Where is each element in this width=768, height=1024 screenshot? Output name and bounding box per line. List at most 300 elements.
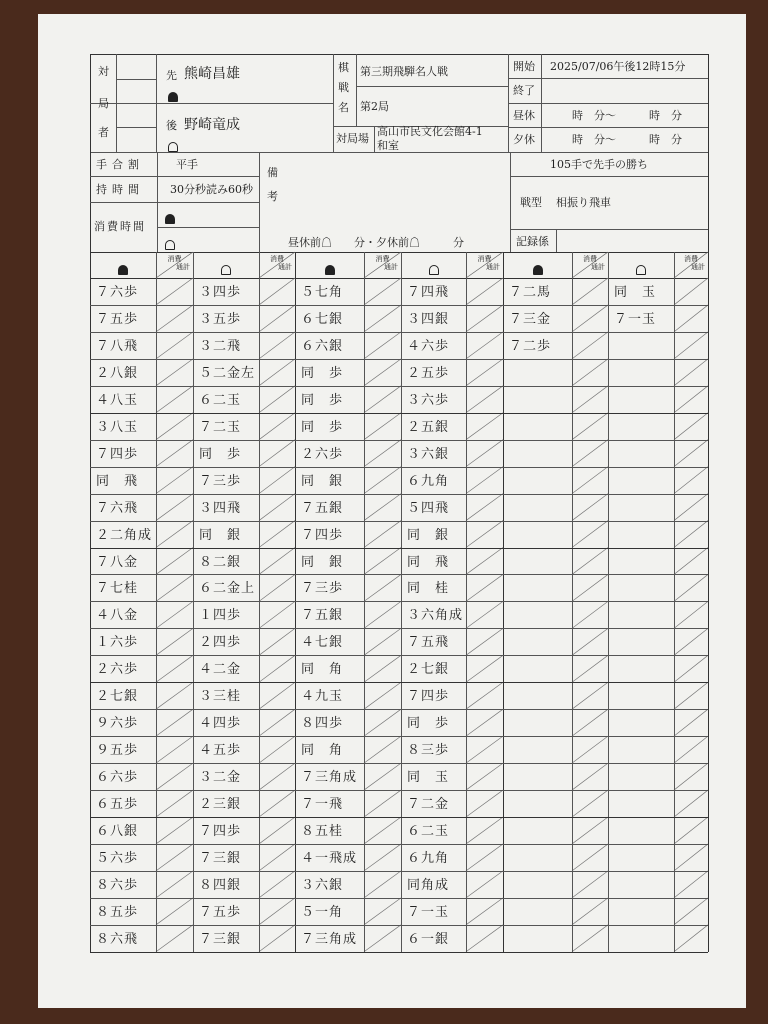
- sente-move: ７八飛: [96, 338, 139, 354]
- gote-move: ７四飛: [407, 285, 450, 300]
- time-cell-diagonal: [156, 790, 193, 817]
- kisen-char-3: 名: [338, 101, 349, 114]
- time-cell-diagonal: [364, 278, 401, 305]
- time-cell-diagonal: [259, 386, 295, 413]
- time-cell-diagonal: [259, 790, 295, 817]
- gote-move: ３六歩: [407, 392, 450, 408]
- shohi-sub-label: 消費: [167, 255, 182, 263]
- grid-line: [90, 628, 708, 629]
- time-cell-diagonal: [572, 467, 608, 494]
- grid-line: [90, 359, 708, 360]
- gote-move: ６一銀: [407, 931, 450, 947]
- sente-move: 同 飛: [96, 473, 139, 489]
- time-cell-diagonal: [364, 844, 401, 871]
- sente-col-icon: [118, 260, 128, 279]
- gote-move: ２四歩: [199, 635, 242, 651]
- time-cell-diagonal: [674, 763, 708, 790]
- time-cell-diagonal: [364, 332, 401, 359]
- mochijikan-value: 30分秒読み60秒: [170, 183, 253, 196]
- gote-move: ３二金: [199, 770, 242, 786]
- time-cell-diagonal: [466, 628, 503, 655]
- sente-move: ７三角成: [301, 770, 358, 786]
- time-cell-diagonal: [674, 925, 708, 952]
- time-cell-diagonal: [466, 386, 503, 413]
- time-cell-diagonal: [156, 844, 193, 871]
- sente-move: 同 歩: [301, 365, 344, 381]
- time-cell-diagonal: [259, 844, 295, 871]
- time-cell-diagonal: [466, 521, 503, 548]
- taikyoku-char-1: 対: [98, 65, 109, 78]
- time-cell-diagonal: [259, 655, 295, 682]
- sente-move: ６六銀: [301, 338, 344, 354]
- grid-line: [90, 601, 708, 602]
- gote-move: ６九角: [407, 850, 450, 866]
- gote-move: ６二金上: [199, 581, 256, 597]
- sente-col-icon: [533, 260, 543, 279]
- time-cell-diagonal: [674, 440, 708, 467]
- kirokugakari-label: 記録係: [516, 235, 549, 248]
- gote-move: ３三桂: [199, 689, 242, 705]
- sente-move: ９六歩: [96, 716, 139, 732]
- sente-move: ７三角成: [301, 931, 358, 947]
- time-cell-diagonal: [156, 359, 193, 386]
- time-cell-diagonal: [364, 736, 401, 763]
- time-cell-diagonal: [466, 467, 503, 494]
- time-cell-diagonal: [572, 548, 608, 575]
- gote-move: ７三銀: [199, 850, 242, 866]
- sente-move: ８五桂: [301, 824, 344, 839]
- time-cell-diagonal: [259, 305, 295, 332]
- time-cell-diagonal: [674, 790, 708, 817]
- time-cell-diagonals: [38, 14, 746, 1008]
- time-cell-diagonal: [466, 574, 503, 601]
- tsukei-sub-label: 通計: [591, 263, 605, 271]
- gote-move: ３五歩: [199, 311, 242, 327]
- grid-line: [90, 305, 708, 306]
- gote-move: 同 歩: [199, 446, 242, 462]
- sente-move: ７四歩: [301, 527, 344, 543]
- time-cell-diagonal: [466, 898, 503, 925]
- sente-move: ４九玉: [301, 689, 344, 705]
- gote-move: ８四銀: [199, 877, 242, 893]
- grid-line: [90, 736, 708, 737]
- gote-move: ７三歩: [199, 473, 242, 489]
- time-col-header: [156, 255, 193, 271]
- gote-move: 同 玉: [614, 285, 657, 300]
- time-cell-diagonal: [259, 628, 295, 655]
- time-cell-diagonal: [364, 386, 401, 413]
- gote-move: ４二金: [199, 662, 242, 678]
- shohi-sub-label: 消費: [477, 255, 492, 263]
- time-cell-diagonal: [572, 736, 608, 763]
- sente-move: ７七桂: [96, 581, 139, 597]
- gote-move: 同 飛: [407, 554, 450, 570]
- gote-move: ３四飛: [199, 500, 242, 516]
- time-cell-diagonal: [259, 763, 295, 790]
- gote-move: ５二金左: [199, 365, 256, 381]
- sente-move: ７四歩: [96, 446, 139, 462]
- gote-move: 同 歩: [407, 716, 450, 732]
- sente-move: ７三金: [509, 311, 552, 327]
- time-cell-diagonal: [674, 278, 708, 305]
- time-cell-diagonal: [156, 413, 193, 440]
- sente-move: ６八銀: [96, 824, 139, 839]
- time-cell-diagonal: [259, 440, 295, 467]
- time-cell-diagonal: [156, 278, 193, 305]
- time-cell-diagonal: [572, 601, 608, 628]
- start-value: 2025/07/06午後12時15分: [550, 60, 686, 73]
- time-cell-diagonal: [674, 521, 708, 548]
- time-cell-diagonal: [572, 386, 608, 413]
- taikyoku-char-2: 局: [98, 97, 109, 110]
- sente-move: 同 角: [301, 662, 344, 678]
- gote-move: 同 銀: [199, 527, 242, 543]
- sente-col-icon: [325, 260, 335, 279]
- lunch-time: 時 分～ 時 分: [572, 109, 682, 122]
- time-cell-diagonal: [572, 628, 608, 655]
- gote-move: ３二飛: [199, 338, 242, 354]
- kifu-sheet: [38, 14, 746, 1008]
- time-cell-diagonal: [674, 844, 708, 871]
- time-cell-diagonal: [674, 817, 708, 844]
- time-cell-diagonal: [466, 925, 503, 952]
- time-cell-diagonal: [674, 332, 708, 359]
- time-cell-diagonal: [259, 817, 295, 844]
- time-cell-diagonal: [364, 628, 401, 655]
- sente-move: ４八玉: [96, 392, 139, 408]
- tsukei-sub-label: 通計: [176, 263, 190, 271]
- time-cell-diagonal: [572, 790, 608, 817]
- sente-move: ３八玉: [96, 419, 139, 435]
- sente-move: 同 銀: [301, 473, 344, 489]
- grid-line: [90, 709, 708, 710]
- time-cell-diagonal: [259, 736, 295, 763]
- result-text: 105手で先手の勝ち: [550, 158, 648, 171]
- shohi-sub-label: 消費: [684, 255, 698, 263]
- grid-line: [90, 413, 708, 414]
- time-cell-diagonal: [364, 871, 401, 898]
- kisen-char-2: 戦: [338, 81, 349, 94]
- time-cell-diagonal: [466, 817, 503, 844]
- time-cell-diagonal: [364, 521, 401, 548]
- sente-move: ６五歩: [96, 797, 139, 813]
- time-col-header: [572, 255, 608, 271]
- time-cell-diagonal: [466, 332, 503, 359]
- gote-move: ４六歩: [407, 338, 450, 354]
- time-cell-diagonal: [466, 494, 503, 521]
- time-cell-diagonal: [466, 413, 503, 440]
- time-cell-diagonal: [572, 332, 608, 359]
- time-col-header: [674, 255, 708, 271]
- venue-line-1: 高山市民文化会館4-1: [377, 125, 483, 138]
- gote-col-icon: [221, 260, 231, 279]
- time-cell-diagonal: [259, 574, 295, 601]
- time-cell-diagonal: [674, 709, 708, 736]
- gote-move: ２五歩: [407, 365, 450, 381]
- time-cell-diagonal: [259, 898, 295, 925]
- time-cell-diagonal: [572, 440, 608, 467]
- time-cell-diagonal: [466, 601, 503, 628]
- sente-move: ４一飛成: [301, 850, 358, 866]
- time-cell-diagonal: [364, 413, 401, 440]
- grid-line: [90, 844, 708, 845]
- sente-move: 同 歩: [301, 392, 344, 408]
- sente-move: ２六歩: [301, 446, 344, 462]
- sente-move: ９五歩: [96, 743, 139, 759]
- time-cell-diagonal: [259, 278, 295, 305]
- time-cell-diagonal: [572, 521, 608, 548]
- time-cell-diagonal: [674, 898, 708, 925]
- dinner-label: 夕休: [513, 133, 535, 146]
- time-cell-diagonal: [674, 494, 708, 521]
- time-cell-diagonal: [466, 548, 503, 575]
- time-cell-diagonal: [364, 925, 401, 952]
- time-cell-diagonal: [674, 628, 708, 655]
- tsukei-sub-label: 通計: [384, 263, 398, 271]
- grid-line: [90, 440, 708, 441]
- taikyoku-char-3: 者: [98, 126, 109, 139]
- time-col-header: [364, 255, 401, 271]
- shohi-sub-label: 消費: [375, 255, 390, 263]
- gote-label: 後: [166, 119, 177, 132]
- grid-line: [90, 925, 708, 926]
- time-cell-diagonal: [259, 521, 295, 548]
- gote-move: 同 銀: [407, 527, 450, 543]
- time-cell-diagonal: [156, 467, 193, 494]
- sente-move: ７二馬: [509, 285, 552, 300]
- time-cell-diagonal: [156, 628, 193, 655]
- time-cell-diagonal: [364, 898, 401, 925]
- sente-move: ４八金: [96, 608, 139, 624]
- time-cell-diagonal: [156, 709, 193, 736]
- sente-move: ７五銀: [301, 608, 344, 624]
- teai-value: 平手: [176, 158, 198, 171]
- time-cell-diagonal: [259, 601, 295, 628]
- time-cell-diagonal: [572, 574, 608, 601]
- gote-move: ２五銀: [407, 419, 450, 435]
- time-cell-diagonal: [572, 413, 608, 440]
- gote-move: ２七銀: [407, 662, 450, 678]
- gote-move: ３四歩: [199, 285, 242, 300]
- gote-move: ８三歩: [407, 743, 450, 759]
- sente-move: ７二歩: [509, 338, 552, 354]
- round-value: 第2局: [360, 100, 389, 113]
- shohi-sub-label: 消費: [270, 255, 284, 263]
- time-cell-diagonal: [466, 871, 503, 898]
- gote-move: ７五飛: [407, 635, 450, 651]
- tsukei-sub-label: 通計: [486, 263, 500, 271]
- time-cell-diagonal: [156, 440, 193, 467]
- gote-col-icon: [636, 260, 646, 279]
- time-cell-diagonal: [674, 467, 708, 494]
- gote-move: １四歩: [199, 608, 242, 624]
- sente-move: 同 歩: [301, 419, 344, 435]
- time-cell-diagonal: [674, 359, 708, 386]
- gote-move: ３六角成: [407, 608, 464, 624]
- shohi-sub-label: 消費: [583, 255, 597, 263]
- grid-line: [90, 682, 708, 683]
- gote-move: ３六銀: [407, 446, 450, 462]
- time-cell-diagonal: [156, 494, 193, 521]
- time-cell-diagonal: [466, 278, 503, 305]
- time-cell-diagonal: [156, 521, 193, 548]
- time-cell-diagonal: [364, 440, 401, 467]
- time-cell-diagonal: [364, 305, 401, 332]
- gote-move: ７一玉: [407, 904, 450, 920]
- mochijikan-label: 持時間: [96, 183, 144, 196]
- time-cell-diagonal: [572, 305, 608, 332]
- time-cell-diagonal: [364, 548, 401, 575]
- gote-move: ６二玉: [199, 392, 242, 408]
- grid-line: [90, 494, 708, 495]
- time-cell-diagonal: [156, 763, 193, 790]
- time-cell-diagonal: [259, 682, 295, 709]
- grid-line: [90, 386, 708, 387]
- venue-line-2: 和室: [377, 139, 399, 152]
- gote-player-name: 野崎竜成: [184, 117, 240, 133]
- time-cell-diagonal: [466, 790, 503, 817]
- time-cell-diagonal: [674, 413, 708, 440]
- grid-line: [90, 655, 708, 656]
- time-cell-diagonal: [466, 736, 503, 763]
- sente-move: ２八銀: [96, 365, 139, 381]
- dinner-time: 時 分～ 時 分: [572, 133, 682, 146]
- sente-move: ７五銀: [301, 500, 344, 516]
- gote-move: ７三銀: [199, 931, 242, 947]
- gote-move: ７四歩: [407, 689, 450, 705]
- time-cell-diagonal: [364, 817, 401, 844]
- time-cell-diagonal: [156, 574, 193, 601]
- gote-move: ７二玉: [199, 419, 242, 435]
- time-cell-diagonal: [259, 709, 295, 736]
- sente-move: ５六歩: [96, 850, 139, 866]
- sente-move: ６六歩: [96, 770, 139, 786]
- time-cell-diagonal: [259, 871, 295, 898]
- gote-move: ７五歩: [199, 904, 242, 920]
- gote-move: ３四銀: [407, 311, 450, 327]
- sente-move: ７六飛: [96, 500, 139, 516]
- gote-move: 同 玉: [407, 770, 450, 786]
- time-cell-diagonal: [156, 386, 193, 413]
- sente-move: ５一角: [301, 904, 344, 920]
- grid-line: [90, 763, 708, 764]
- grid-line: [90, 548, 708, 549]
- gote-move: ７四歩: [199, 824, 242, 839]
- time-cell-diagonal: [156, 925, 193, 952]
- sente-move: ５七角: [301, 285, 344, 300]
- tsukei-sub-label: 通計: [278, 263, 292, 271]
- time-cell-diagonal: [674, 655, 708, 682]
- gote-move: ５四飛: [407, 500, 450, 516]
- time-cell-diagonal: [364, 574, 401, 601]
- kisen-value: 第三期飛騨名人戦: [360, 65, 448, 78]
- time-cell-diagonal: [259, 467, 295, 494]
- time-cell-diagonal: [572, 925, 608, 952]
- time-cell-diagonal: [572, 844, 608, 871]
- time-cell-diagonal: [572, 359, 608, 386]
- gote-move: 同角成: [407, 877, 450, 893]
- time-cell-diagonal: [572, 655, 608, 682]
- sente-player-name: 熊崎昌雄: [184, 66, 240, 82]
- gote-move: ４四歩: [199, 716, 242, 732]
- time-cell-diagonal: [259, 925, 295, 952]
- time-col-header: [466, 255, 503, 271]
- time-cell-diagonal: [156, 898, 193, 925]
- time-cell-diagonal: [364, 655, 401, 682]
- gote-move: ８二銀: [199, 554, 242, 570]
- end-label: 終了: [513, 84, 535, 97]
- time-cell-diagonal: [156, 871, 193, 898]
- gote-move: ４五歩: [199, 743, 242, 759]
- time-cell-diagonal: [364, 790, 401, 817]
- sente-move: ８六歩: [96, 877, 139, 893]
- time-cell-diagonal: [572, 871, 608, 898]
- time-cell-diagonal: [572, 763, 608, 790]
- sente-move: ８五歩: [96, 904, 139, 920]
- time-cell-diagonal: [572, 709, 608, 736]
- time-cell-diagonal: [364, 763, 401, 790]
- sente-move: ７五歩: [96, 311, 139, 327]
- tsukei-sub-label: 通計: [691, 263, 705, 271]
- time-cell-diagonal: [466, 763, 503, 790]
- time-cell-diagonal: [156, 682, 193, 709]
- sente-move: ８六飛: [96, 931, 139, 947]
- time-cell-diagonal: [259, 494, 295, 521]
- venue-label: 対局場: [336, 132, 369, 145]
- time-cell-diagonal: [156, 655, 193, 682]
- time-cell-diagonal: [674, 601, 708, 628]
- time-cell-diagonal: [674, 386, 708, 413]
- teai-label: 手合割: [96, 158, 144, 171]
- time-cell-diagonal: [364, 494, 401, 521]
- time-cell-diagonal: [259, 413, 295, 440]
- sente-move: ３六銀: [301, 877, 344, 893]
- grid-line: [90, 574, 708, 575]
- sente-label: 先: [166, 69, 177, 82]
- time-cell-diagonal: [156, 736, 193, 763]
- sente-move: ７一飛: [301, 797, 344, 813]
- time-cell-diagonal: [572, 898, 608, 925]
- time-cell-diagonal: [259, 332, 295, 359]
- gote-move: ７二金: [407, 797, 450, 813]
- time-col-header: [259, 255, 295, 271]
- time-cell-diagonal: [674, 871, 708, 898]
- gote-move: ２三銀: [199, 797, 242, 813]
- time-cell-diagonal: [156, 305, 193, 332]
- time-cell-diagonal: [674, 574, 708, 601]
- grid-line: [90, 332, 708, 333]
- time-cell-diagonal: [156, 817, 193, 844]
- time-cell-diagonal: [364, 709, 401, 736]
- sente-move: ８四歩: [301, 716, 344, 732]
- time-cell-diagonal: [466, 655, 503, 682]
- time-cell-diagonal: [674, 305, 708, 332]
- time-cell-diagonal: [674, 548, 708, 575]
- time-cell-diagonal: [572, 817, 608, 844]
- sente-move: ２二角成: [96, 527, 153, 543]
- lunch-label: 昼休: [513, 109, 535, 122]
- time-cell-diagonal: [259, 548, 295, 575]
- sente-move: ７三歩: [301, 581, 344, 597]
- kisen-char-1: 棋: [338, 61, 349, 74]
- time-cell-diagonal: [156, 601, 193, 628]
- grid-line: [90, 790, 708, 791]
- time-cell-diagonal: [364, 601, 401, 628]
- time-cell-diagonal: [466, 709, 503, 736]
- gote-move: 同 桂: [407, 581, 450, 597]
- sente-move: ２六歩: [96, 662, 139, 678]
- grid-line: [90, 521, 708, 522]
